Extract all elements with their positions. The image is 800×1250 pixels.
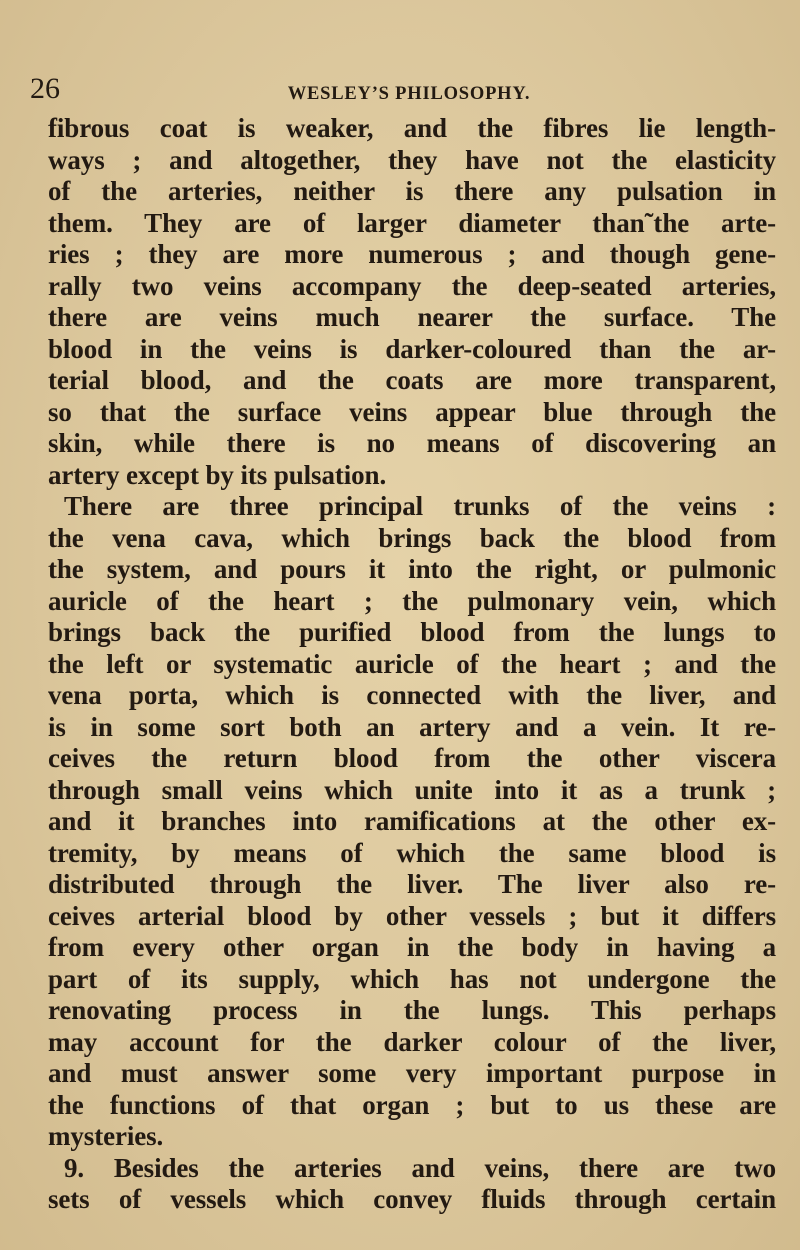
text-line: them. They are of larger diameter than˜the arte- — [48, 207, 776, 238]
text-line: tremity, by means of which the same blood is — [48, 837, 776, 868]
text-line: and must answer some very important purpose in — [48, 1058, 776, 1088]
text-line: part of its supply, which has not undergone the — [48, 963, 776, 994]
text-line: renovating process in the lungs. This perhaps — [48, 995, 776, 1025]
text-line: from every other organ in the body in having a — [48, 932, 776, 962]
text-line: rally two veins accompany the deep-seated arteries, — [48, 270, 776, 301]
text-line: ceives arterial blood by other vessels ; but it differs — [48, 900, 776, 931]
text-line: terial blood, and the coats are more transparent, — [48, 365, 776, 395]
text-line: so that the surface veins appear blue through the — [48, 396, 776, 427]
body-text — [48, 113, 776, 1216]
text-line: brings back the purified blood from the lungs to — [48, 617, 776, 647]
page-number: 26 — [30, 72, 60, 105]
text-line: of the arteries, neither is there any pulsation in — [48, 176, 776, 206]
text-line: blood in the veins is darker-coloured than the ar- — [48, 333, 776, 364]
text-line: may account for the darker colour of the liver, — [48, 1026, 776, 1057]
text-line: the system, and pours it into the right, or pulmonic — [48, 554, 776, 584]
text-line: ceives the return blood from the other viscera — [48, 743, 776, 773]
text-line: fibrous coat is weaker, and the fibres lie length- — [48, 113, 776, 143]
text-line: mysteries. — [48, 1121, 164, 1151]
text-line: and it branches into ramifications at the other ex- — [48, 806, 776, 836]
text-line: ries ; they are more numerous ; and though gene- — [48, 239, 776, 269]
text-line: 9. Besides the arteries and veins, there are two — [64, 1152, 776, 1183]
text-line: sets of vessels which convey fluids through certain — [48, 1184, 776, 1214]
text-line: the functions of that organ ; but to us these are — [48, 1089, 776, 1120]
text-line: through small veins which unite into it as a trunk ; — [48, 774, 776, 805]
text-line: vena porta, which is connected with the liver, and — [48, 680, 776, 710]
text-line: the left or systematic auricle of the heart ; and the — [48, 648, 776, 679]
text-line: distributed through the liver. The liver also re- — [48, 869, 776, 899]
text-line: ways ; and altogether, they have not the elasticity — [48, 144, 776, 175]
text-line: There are three principal trunks of the veins : — [64, 491, 776, 521]
text-line: there are veins much nearer the surface. The — [48, 302, 776, 332]
text-line: the vena cava, which brings back the blood from — [48, 522, 776, 553]
text-line: skin, while there is no means of discovering an — [48, 428, 776, 458]
text-line: auricle of the heart ; the pulmonary vein, which — [48, 585, 776, 616]
running-head: WESLEY’S PHILOSOPHY. — [287, 84, 531, 104]
text-line: artery except by its pulsation. — [48, 459, 387, 490]
text-line: is in some sort both an artery and a vein. It re- — [48, 711, 776, 742]
